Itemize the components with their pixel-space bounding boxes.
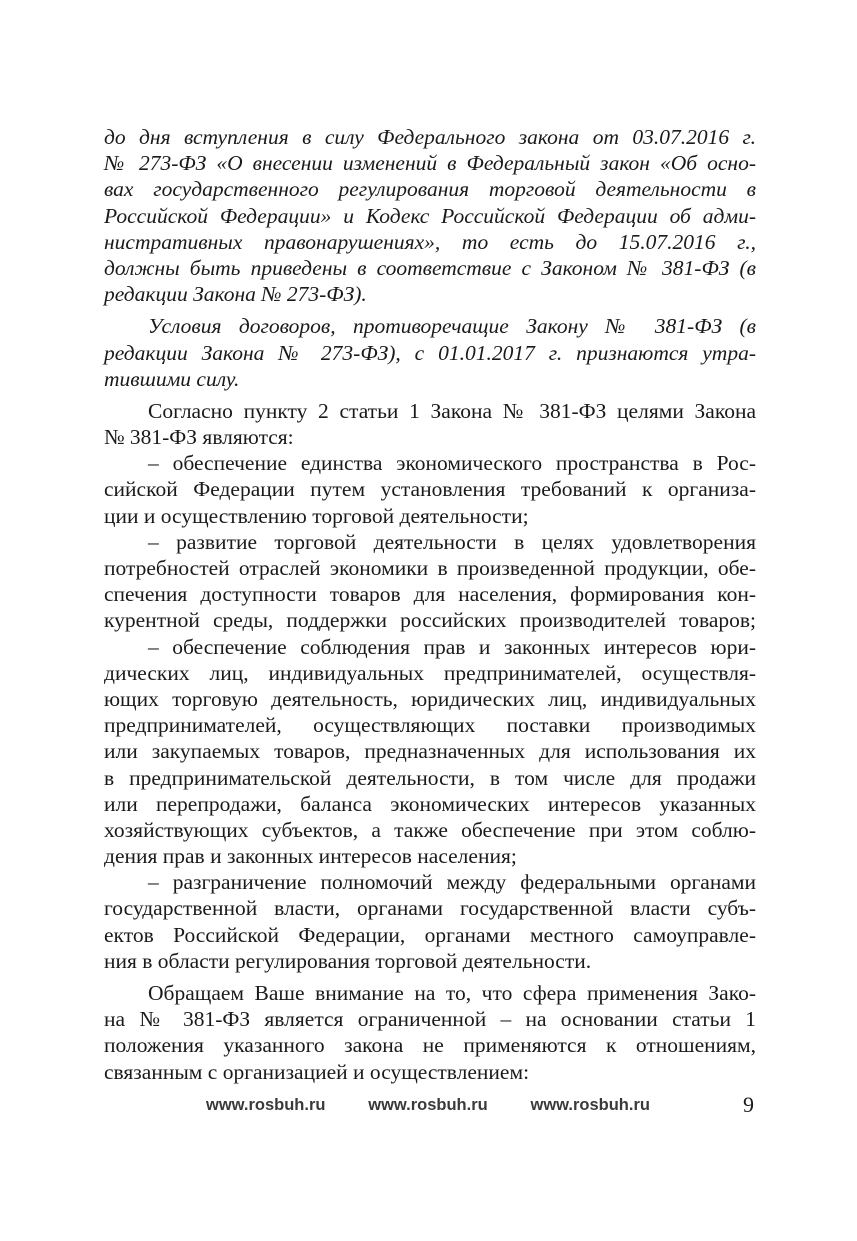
text-line: курентной среды, поддержки российских производителей товаров; — [104, 608, 756, 633]
text-line: ектов Российской Федерации, органами местного самоуправле- — [104, 922, 756, 947]
text-line: вах государственного регулирования торговой деятельности в — [104, 177, 756, 202]
paragraph-deadline-note — [104, 124, 756, 307]
text-line: сийской Федерации путем установления требований к организа- — [104, 477, 756, 502]
page-number: 9 — [743, 1092, 754, 1117]
text-line: ния в области регулирования торговой деятельности. — [104, 948, 592, 973]
paragraph-law-goals-intro — [104, 398, 756, 450]
text-line: – развитие торговой деятельности в целях удовлетворения — [148, 529, 756, 554]
text-line: редакции Закона № 273-ФЗ), с 01.01.2017 г. признаются утра- — [104, 340, 756, 365]
text-line: Согласно пункту 2 статьи 1 Закона № 381-ФЗ целями Закона — [148, 398, 756, 423]
text-line: дения прав и законных интересов населения; — [104, 844, 517, 869]
text-line: – разграничение полномочий между федеральными органами — [148, 870, 756, 895]
text-line: или перепродажи, баланса экономических интересов указанных — [104, 791, 756, 816]
footer-link[interactable]: www.rosbuh.ru — [206, 1096, 326, 1114]
text-line: № 273-ФЗ «О внесении изменений в Федеральный закон «Об осно- — [104, 151, 756, 176]
text-line: Условия договоров, противоречащие Закону № 381-ФЗ (в — [148, 314, 756, 339]
footer-link[interactable]: www.rosbuh.ru — [368, 1096, 488, 1114]
text-line: ющих торговую деятельность, юридических лиц, индивидуальных — [104, 686, 756, 711]
text-line: спечения доступности товаров для населения, формирования кон- — [104, 582, 756, 607]
footer-links — [206, 1092, 650, 1118]
text-line: на № 381-ФЗ является ограниченной – на основании статьи 1 — [104, 1007, 756, 1032]
text-line: – обеспечение единства экономического пространства в Рос- — [148, 451, 756, 476]
text-line: тившими силу. — [104, 366, 240, 391]
text-line: ции и осуществлению торговой деятельности; — [104, 503, 529, 528]
text-line: – обеспечение соблюдения прав и законных интересов юри- — [148, 634, 756, 659]
paragraph-contract-terms — [104, 313, 756, 392]
text-line: предпринимателей, осуществляющих поставки производимых — [104, 713, 756, 738]
text-line: потребностей отраслей экономики в произведенной продукции, обе- — [104, 556, 756, 580]
footer-link[interactable]: www.rosbuh.ru — [530, 1096, 650, 1114]
list-item-authority-division — [104, 869, 756, 974]
text-line: Российской Федерации» и Кодекс Российской Федерации об адми- — [104, 203, 756, 228]
text-line: или закупаемых товаров, предназначенных для использования их — [104, 739, 756, 764]
text-line: дических лиц, индивидуальных предпринимателей, осуществля- — [104, 660, 756, 685]
text-line: хозяйствующих субъектов, а также обеспечение при этом соблю- — [104, 817, 756, 842]
text-line: до дня вступления в силу Федерального закона от 03.07.2016 г. — [104, 125, 756, 149]
body-text — [104, 124, 756, 1085]
text-line: положения указанного закона не применяются к отношениям, — [104, 1033, 756, 1058]
text-line: в предпринимательской деятельности, в том числе для продажи — [104, 765, 756, 790]
list-item-trade-development — [104, 529, 756, 634]
text-line: государственной власти, органами государственной власти субъ- — [104, 896, 756, 921]
page-footer — [0, 1092, 857, 1122]
text-line: Обращаем Ваше внимание на то, что сфера применения Зако- — [148, 981, 756, 1005]
text-line: связанным с организацией и осуществлением: — [104, 1059, 530, 1084]
text-line: редакции Закона № 273-ФЗ). — [104, 282, 367, 307]
text-line: должны быть приведены в соответствие с Законом № 381-ФЗ (в — [104, 255, 756, 280]
list-item-rights-protection — [104, 634, 756, 870]
text-line: № 381-ФЗ являются: — [104, 425, 294, 450]
list-item-economic-space — [104, 450, 756, 529]
paragraph-scope-limitation — [104, 980, 756, 1085]
text-line: нистративных правонарушениях», то есть до 15.07.2016 г., — [104, 229, 756, 254]
